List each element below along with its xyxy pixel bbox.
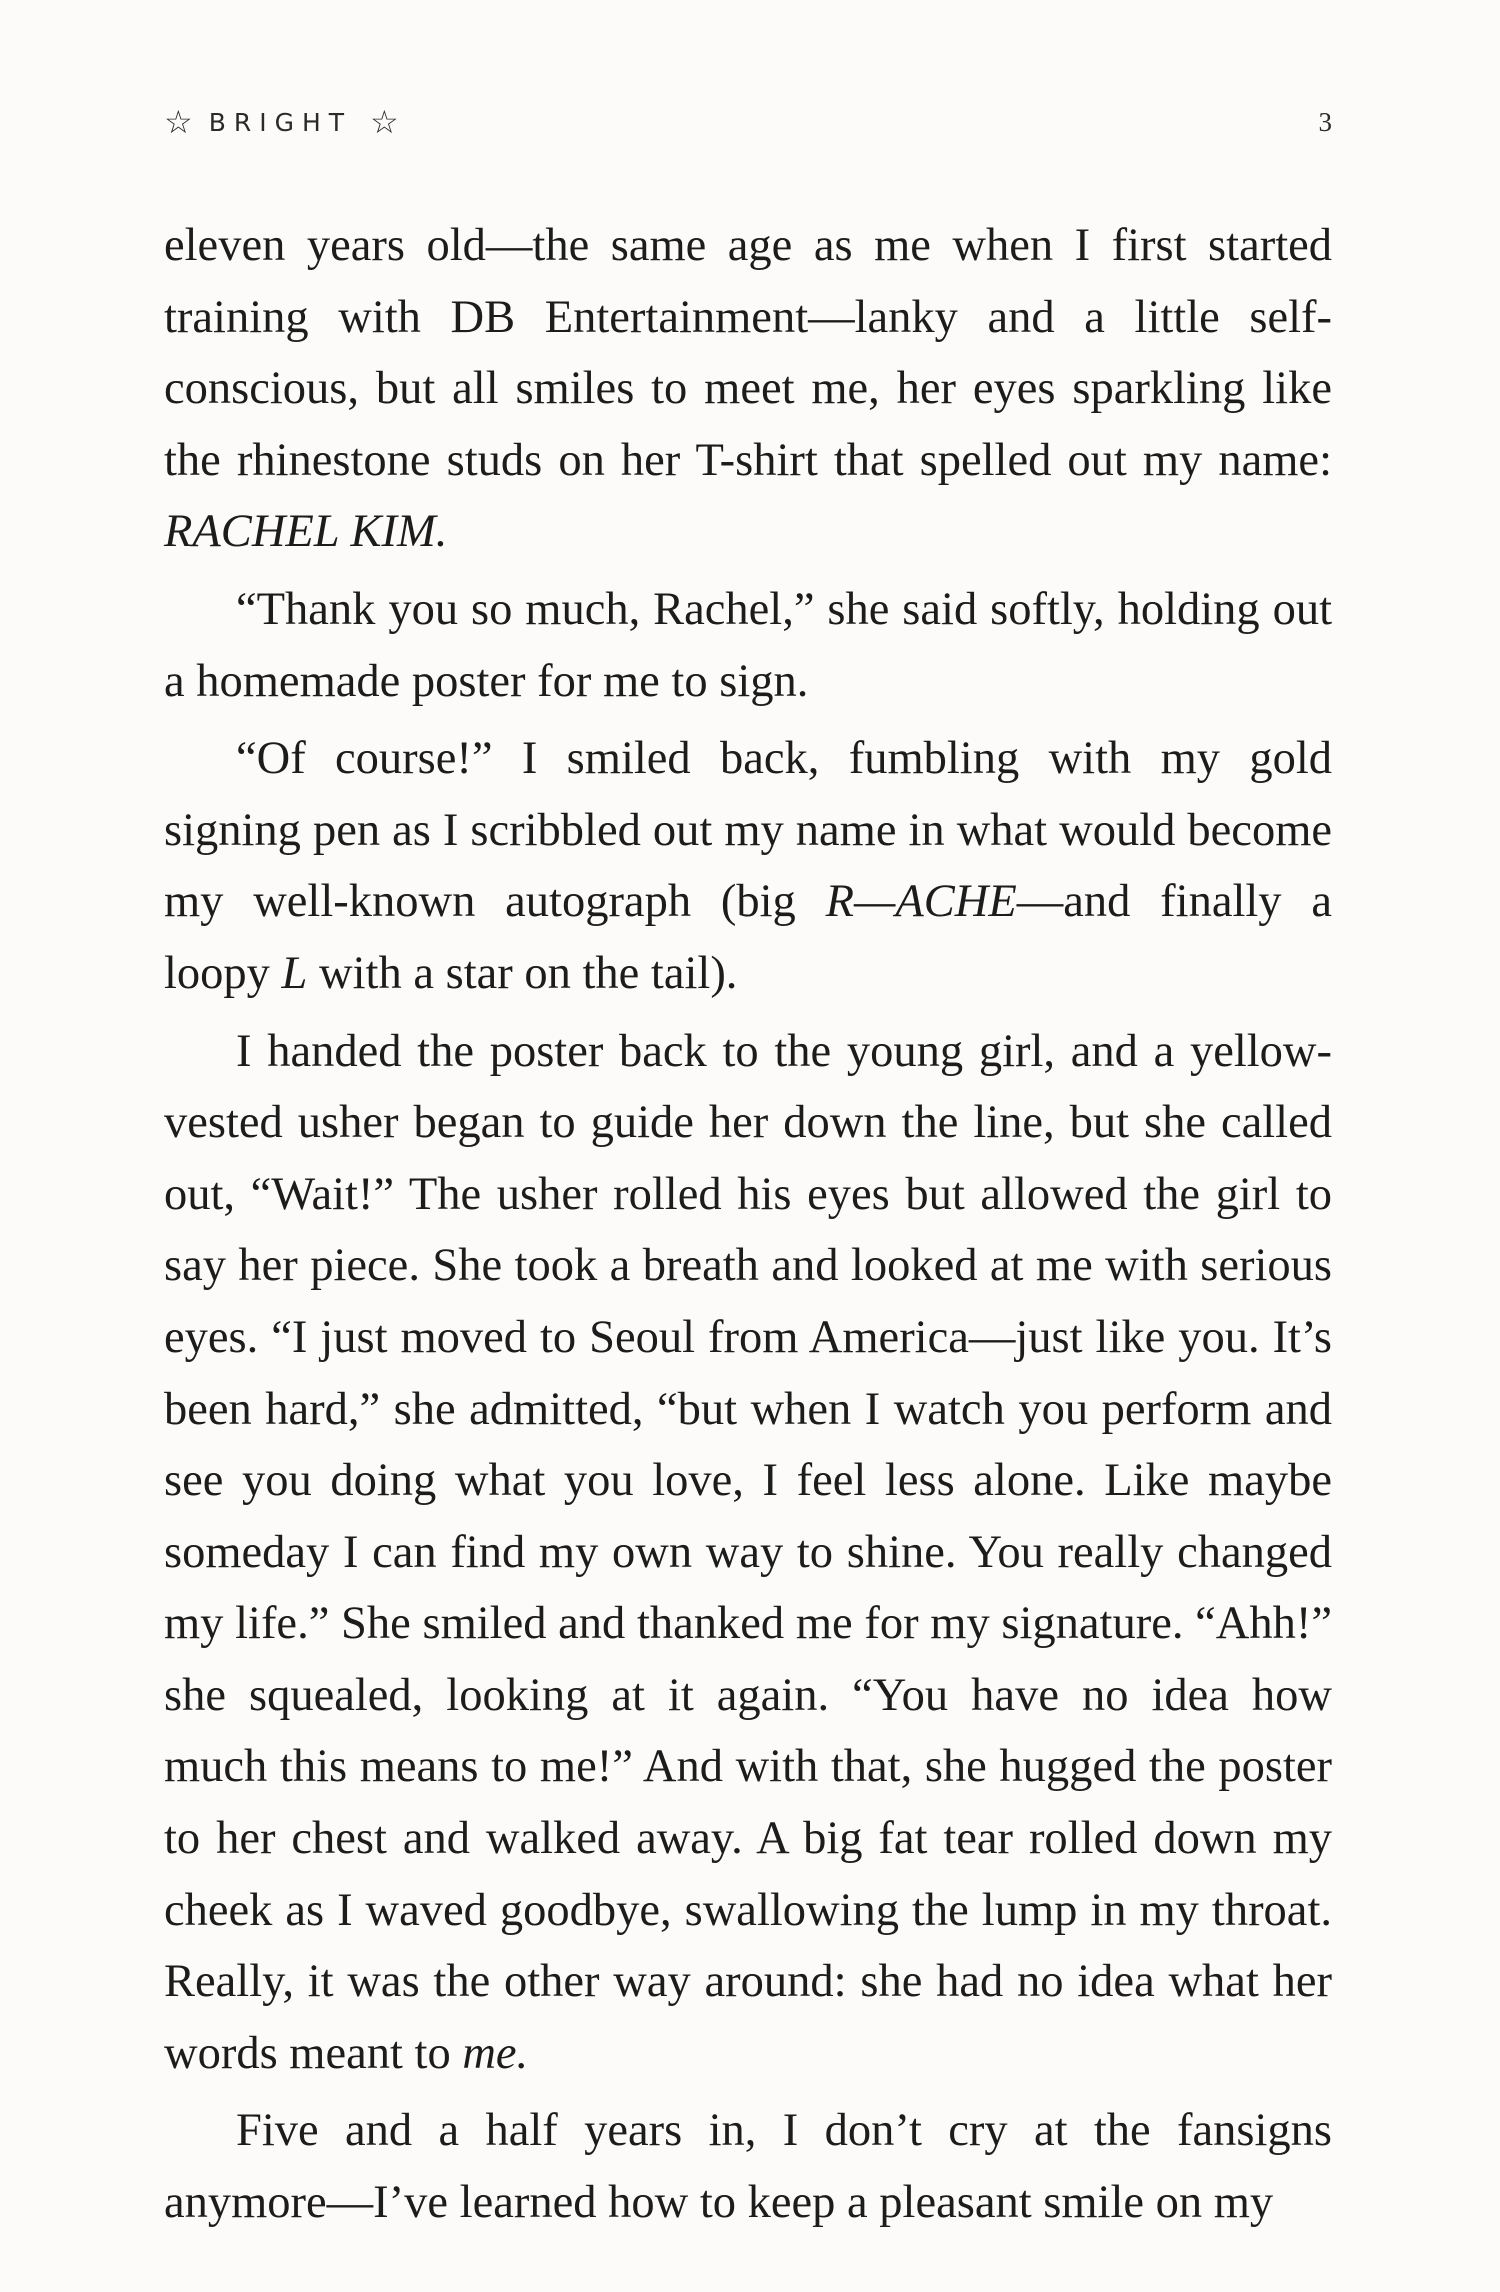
paragraph-2 <box>164 574 1332 717</box>
page-number: 3 <box>1318 107 1332 137</box>
body-text <box>164 210 1332 2239</box>
paragraph-5 <box>164 2095 1332 2238</box>
paragraph-3-italic-ache: R—ACHE <box>825 876 1017 928</box>
paragraph-4-italic-me: me. <box>462 2027 529 2079</box>
paragraph-1-italic-name: RACHEL KIM. <box>164 506 448 558</box>
paragraph-3-text-3: with a star on the tail). <box>307 947 738 999</box>
running-head <box>164 100 399 144</box>
paragraph-2-text-1: “Thank you so much, Rachel,” she said softly, holding out a homemade poster for me to sign. <box>164 583 1332 707</box>
paragraph-1 <box>164 210 1332 568</box>
paragraph-3-text-2: —and finally a loopy <box>164 876 1332 999</box>
paragraph-1-text-1: eleven years old—the same age as me when I first started training with DB Entertainment—lanky and a little self-conscious, but all smiles to meet me, her eyes sparkling like the rhinestone studs on her T-shirt that spelled out my name: <box>164 220 1332 486</box>
paragraph-5-text-1: Five and a half years in, I don’t cry at the fansigns anymore—I’ve learned how to keep a pleasant smile on my <box>164 2105 1332 2229</box>
paragraph-3-italic-l: L <box>281 947 308 999</box>
running-title: BRIGHT <box>208 107 353 137</box>
paragraph-4 <box>164 1016 1332 2090</box>
paragraph-3-text-1: “Of course!” I smiled back, fumbling with my gold signing pen as I scribbled out my name in what would become my well-known autograph (big <box>164 733 1332 928</box>
star-left-icon: ☆ <box>164 103 193 141</box>
star-right-icon: ☆ <box>370 103 399 141</box>
paragraph-4-text-1: I handed the poster back to the young girl, and a yellow-vested usher began to guide her down the line, but she called out, “Wait!” The usher rolled his eyes but allowed the girl to say her piece. She took a breath and looked at me with serious eyes. “I just moved to Seoul from America—just like you. It’s been hard,” she admitted, “but when I watch you perform and see you doing what you love, I feel less alone. Like maybe someday I can find my own way to shine. You really changed my life.” She smiled and thanked me for my signature. “Ahh!” she squealed, looking at it again. “You have no idea how much this means to me!” And with that, she hugged the poster to her chest and walked away. A big fat tear rolled down my cheek as I waved goodbye, swallowing the lump in my throat. Really, it was the other way around: she had no idea what her words meant to <box>164 1025 1332 2079</box>
paragraph-3 <box>164 723 1332 1009</box>
